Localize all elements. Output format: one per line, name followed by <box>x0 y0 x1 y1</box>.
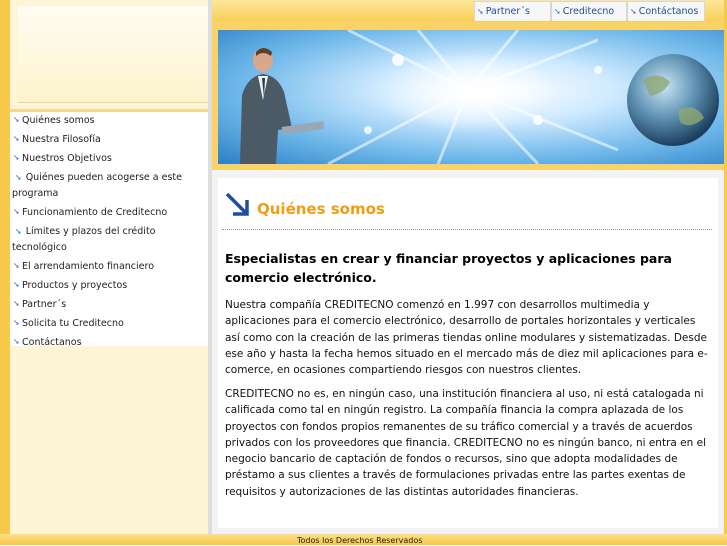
arrow-down-right-icon: ➘ <box>13 207 20 216</box>
sidebar-item-productos[interactable] <box>10 277 208 296</box>
sidebar-item-label: Quiénes somos <box>22 115 95 126</box>
arrow-down-right-icon: ➘ <box>13 318 20 327</box>
arrow-down-right-icon: ➘ <box>13 280 20 289</box>
nav-partners-label: Partner´s <box>485 6 530 17</box>
paragraph-disclaimer: CREDITECNO no es, en ningún caso, una institución financiera al uso, ni está catalogada ni calificada como tal en ningún registro. La compañía financia la compra aplazada de los proyectos con fondos propios remanentes de su tráfico comercial y a través de acuerdos privados con los proveedores que financia. CREDITECNO no es ningún banco, ni entra en el negocio bancario de captación de fondos o recursos, sino que adopta modalidades de préstamo a sus clientes a través de formulaciones privadas entre las partes exentas de requisitos y autorizaciones de las distintas autoridades financieras. <box>225 388 707 498</box>
footer <box>0 534 727 545</box>
sidebar-item-label: Nuestros Objetivos <box>22 153 112 164</box>
arrow-down-right-icon: ➘ <box>13 299 20 308</box>
top-bar <box>212 0 724 22</box>
arrow-down-right-icon: ➘ <box>554 7 561 16</box>
sidebar-item-quienes-pueden[interactable] <box>10 169 208 204</box>
sidebar-item-limites[interactable] <box>10 223 208 258</box>
arrow-down-right-icon: ➘ <box>477 7 484 16</box>
sidebar-item-label: Contáctanos <box>22 337 82 348</box>
businessman-globe-illustration <box>218 30 724 164</box>
sidebar-item-arrendamiento[interactable] <box>10 258 208 277</box>
arrow-down-right-icon: ➘ <box>13 337 20 346</box>
sidebar-item-label: Nuestra Filosofía <box>22 134 101 145</box>
sidebar-item-funcionamiento[interactable] <box>10 204 208 223</box>
sidebar-item-label: El arrendamiento financiero <box>22 261 155 272</box>
arrow-down-right-icon: ➘ <box>13 134 20 143</box>
outer-frame-left <box>0 0 10 545</box>
sidebar-item-objetivos[interactable] <box>10 150 208 169</box>
nav-contactanos-label: Contáctanos <box>638 6 699 17</box>
large-arrow-down-right-icon <box>223 190 253 218</box>
arrow-down-right-icon: ➘ <box>13 115 20 124</box>
banner-image <box>218 30 724 164</box>
nav-creditecno[interactable] <box>551 1 627 21</box>
sidebar-item-filosofia[interactable] <box>10 131 208 150</box>
nav-partners[interactable] <box>474 1 551 21</box>
dotted-divider <box>222 229 712 230</box>
sidebar-item-label: Solicita tu Creditecno <box>22 318 124 329</box>
sidebar-item-label: Límites y plazos del crédito tecnológico <box>12 226 156 253</box>
logo-area <box>18 6 208 103</box>
arrow-down-right-icon: ➘ <box>630 7 637 16</box>
arrow-down-right-icon: ➘ <box>15 173 22 182</box>
sidebar-item-label: Quiénes pueden acogerse a este programa <box>12 172 182 199</box>
main-content <box>218 178 718 528</box>
arrow-down-right-icon: ➘ <box>13 153 20 162</box>
sidebar-item-quienes-somos[interactable] <box>10 112 208 131</box>
arrow-down-right-icon: ➘ <box>13 261 20 270</box>
footer-copyright: Todos los Derechos Reservados <box>297 536 423 545</box>
paragraph-history: Nuestra compañía CREDITECNO comenzó en 1.997 con desarrollos multimedia y aplicaciones para el comercio electrónico, desarrollo de portales horizontales y verticales así como con la creación de las primeras tiendas online modulares y sistematizadas. Desde ese año y hasta la fecha hemos situado en el mercado más de diez mil aplicaciones para e-comerce, en ocasiones compartiendo riesgos con nuestros clientes. <box>225 299 708 377</box>
sidebar-item-contactanos[interactable] <box>10 334 208 353</box>
sidebar-menu <box>10 109 208 346</box>
page-subtitle: Especialistas en crear y financiar proyectos y aplicaciones para comercio electrónico. <box>225 251 672 285</box>
page-title: Quiénes somos <box>257 200 385 218</box>
nav-creditecno-label: Creditecno <box>562 6 615 17</box>
nav-contactanos[interactable] <box>627 1 705 21</box>
sidebar-item-label: Funcionamiento de Creditecno <box>22 207 168 218</box>
sidebar-item-partners[interactable] <box>10 296 208 315</box>
sidebar-item-label: Productos y proyectos <box>22 280 128 291</box>
sidebar-item-solicita[interactable] <box>10 315 208 334</box>
sidebar-item-label: Partner´s <box>22 299 67 310</box>
arrow-down-right-icon: ➘ <box>15 227 22 236</box>
